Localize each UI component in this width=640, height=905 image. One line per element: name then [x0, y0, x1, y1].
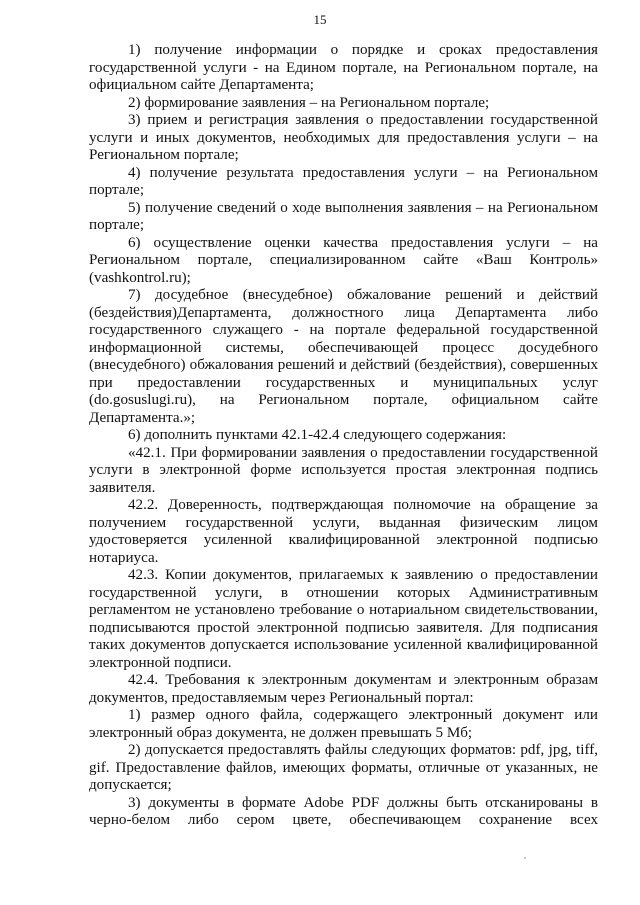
list-item: 1) размер одного файла, содержащего электронный документ или электронный образ документа, не должен превышать 5 Мб;	[89, 707, 598, 741]
amendment-intro: 6) дополнить пунктами 42.1-42.4 следующего содержания:	[128, 427, 507, 443]
list-item: 2) формирование заявления – на Региональном портале;	[128, 94, 490, 111]
document-body	[89, 42, 598, 830]
clause-42-4: 42.4. Требования к электронным документам и электронным образам документов, предоставляемым через Региональный портал:	[89, 672, 598, 706]
clause-42-3: 42.3. Копии документов, прилагаемых к заявлению о предоставлении государственной услуги, в отношении которых Административным регламентом не установлено требование о нотариальном свидетельствовании, подписываются простой электронной подписью заявителя. Для подписания таких документов допускается использование усиленной квалифицированной электронной подписи.	[89, 567, 598, 671]
list-item: 1) получение информации о порядке и сроках предоставления государственной услуги - на Едином портале, на Региональном портале, на официальном сайте Департамента;	[89, 42, 598, 93]
list-item: 5) получение сведений о ходе выполнения заявления – на Региональном портале;	[89, 199, 598, 233]
clause-42-2: 42.2. Доверенность, подтверждающая полномочие на обращение за получением государственной услуги, выданная физическим лицом удостоверяется усиленной квалифицированной электронной подписью нотариуса.	[89, 497, 598, 566]
list-item: 6) осуществление оценки качества предоставления услуги – на Региональном портале, специализированном сайте «Ваш Контроль» (vashkontrol.ru);	[89, 234, 598, 286]
list-item: 7) досудебное (внесудебное) обжалование решений и действий (бездействия)Департамента, должностного лица Департамента либо государственного служащего - на портале федеральной государственной информационной системы, обеспечивающей процесс досудебного (внесудебного) обжалования решений и действий (бездействия), совершенных при предоставлении государственных и муниципальных услуг (do.gosuslugi.ru), на Региональном портале, официальном сайте Департамента.»;	[89, 287, 598, 426]
list-item: 3) документы в формате Adobe PDF должны быть отсканированы в черно-белом либо сером цвете, обеспечивающем сохранение всех	[89, 794, 598, 828]
list-item: 3) прием и регистрация заявления о предоставлении государственной услуги и иных документов, необходимых для предоставления услуги – на Региональном портале;	[89, 112, 598, 163]
list-item: 2) допускается предоставлять файлы следующих форматов: pdf, jpg, tiff, gif. Предоставление файлов, имеющих форматы, отличные от указанных, не допускается;	[89, 742, 598, 793]
page-number: 15	[313, 12, 327, 27]
clause-42-1: «42.1. При формировании заявления о предоставлении государственной услуги в электронной форме используется простая электронная подпись заявителя.	[89, 444, 598, 496]
list-item: 4) получение результата предоставления услуги – на Региональном портале;	[89, 164, 598, 198]
scan-artifact	[524, 857, 526, 859]
